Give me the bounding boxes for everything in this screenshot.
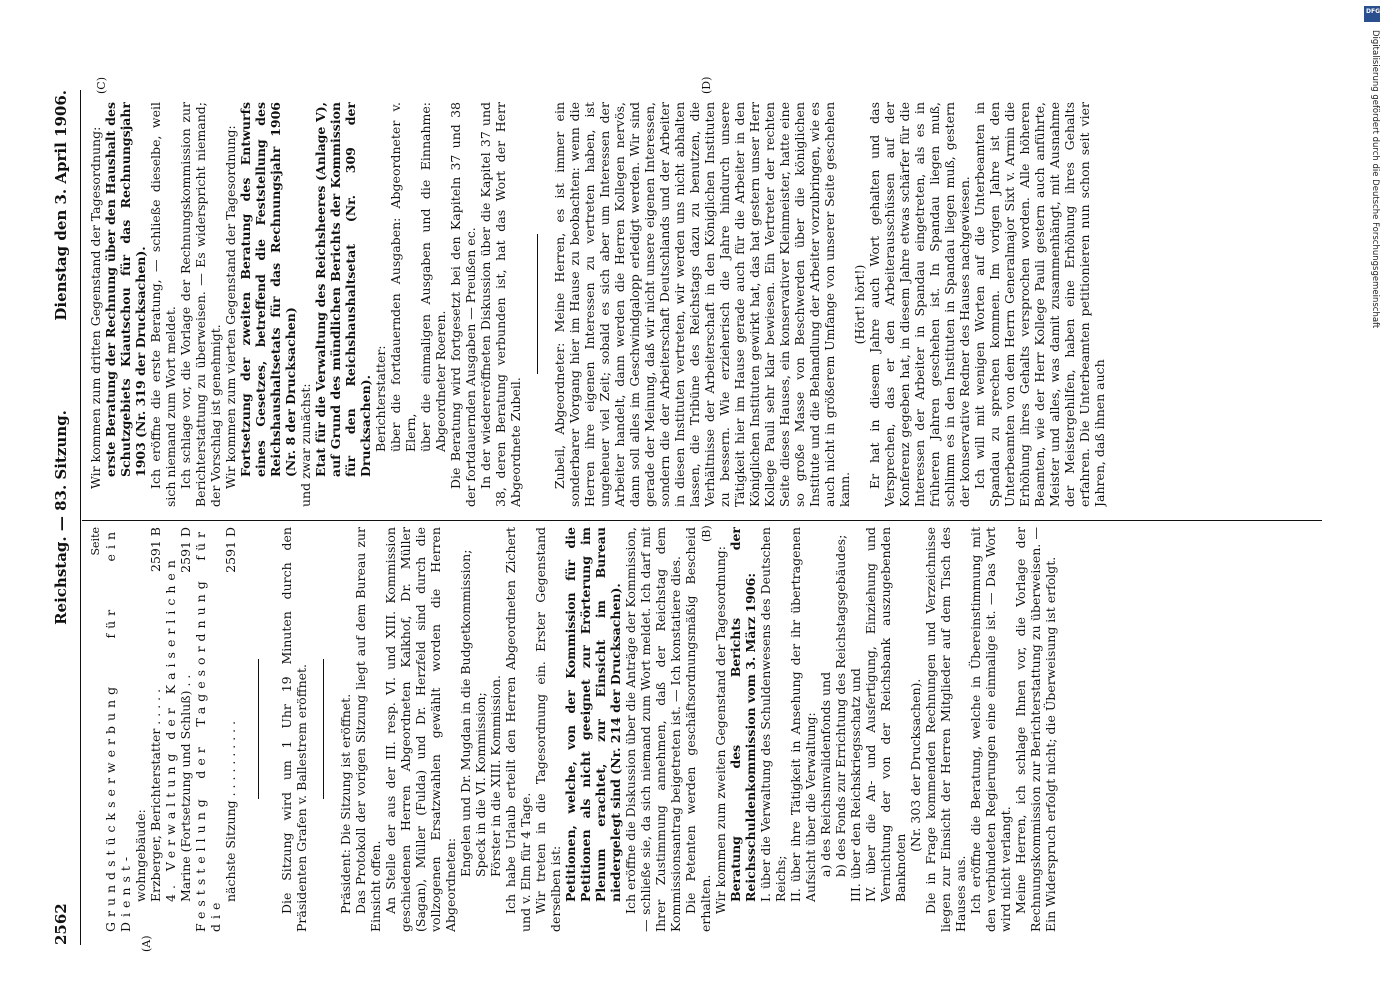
margin-label-d: (D) bbox=[700, 76, 713, 94]
paragraph: Die Petenten werden geschäftsordnungsmäßig Bescheid erhalten. bbox=[683, 527, 713, 932]
paragraph: Ich schlage vor, die Vorlage der Rechnungskommission zur Berichterstattung zu überweisen. — Es widerspricht niemand; der Vorschlag ist genehmigt. bbox=[178, 102, 223, 507]
paragraph: über die fortdauernden Ausgaben: Abgeordneter v. Elern, bbox=[388, 102, 418, 452]
page-number: 2562 bbox=[52, 903, 70, 945]
section-rule bbox=[323, 660, 324, 800]
agenda-item-title: Petitionen, welche, von der Kommission für die Petitionen als nicht geeignet zur Erörterung im Plenum erachtet, zur Einsicht im Bureau niedergelegt sind (Nr. 214 der Drucksachen). bbox=[563, 527, 623, 902]
toc-entry bbox=[178, 527, 193, 932]
paragraph: Das Protokoll der vorigen Sitzung liegt auf dem Bureau zur Einsicht offen. bbox=[353, 527, 383, 932]
paragraph: Wir treten in die Tagesordnung ein. Erster Gegenstand derselben ist: bbox=[533, 527, 563, 932]
list-item: (Nr. 303 der Drucksachen). bbox=[908, 678, 923, 852]
list-item: a) des Reichsinvalidenfonds und bbox=[818, 671, 833, 877]
speech-paragraph: Er hat in diesem Jahre auch Wort gehalten und das Versprechen, das er den Arbeiterausschüssen auf der Konferenz gegeben hat, in diesem Jahre etwas schärfer für die Interessen der Arbeiter in Spandau eingetreten, als es in früheren Jahren geschehen ist. In Spandau liegen muß, schlimm es in den Instituten in Spandau liegen muß, gestern der konservative Redner des Hauses nachgewiesen. bbox=[867, 102, 972, 507]
paragraph: Förster in die XIII. Kommission. bbox=[488, 675, 503, 877]
toc-entry-page: 2591 D bbox=[223, 527, 238, 573]
list-item: III. über den Reichskriegsschatz und bbox=[848, 668, 863, 902]
paragraph: Wir kommen zum zweiten Gegenstand der Tagesordnung: bbox=[713, 546, 728, 914]
toc-line: 4. Verwaltung der Kaiserlichen bbox=[163, 555, 178, 902]
list-item: b) des Fonds zur Errichtung des Reichstagsgebäudes; bbox=[833, 534, 848, 877]
margin-label-c: (C) bbox=[95, 77, 108, 94]
speech-paragraph: Ich will mit wenigen Worten auf die Unterbeamten in Spandau zu sprechen kommen. Im vorigen Jahre ist den Unterbeamten von dem Herrn Generalmajor Sixt v. Armin die Erhöhung ihres Gehalts versprochen worden. Alle höheren Beamten, wie der Herr Kollege Pauli gestern auch anführte, Meister und alles, was damit zusammenhängt, mit Ausnahme der Meistergehilfen, haben eine Erhöhung ihres Gehalts erfahren. Die Unterbeamten petitionieren nun schon seit vier Jahren, daß ihnen auch bbox=[972, 102, 1107, 507]
paragraph: In der wiedereröffneten Diskussion über die Kapitel 37 und 38, deren Beratung verbunden ist, hat das Wort der Herr Abgeordnete Zubeil. bbox=[478, 102, 523, 507]
paragraph: Die Beratung wird fortgesetzt bei den Kapiteln 37 und 38 der fortdauernden Ausgaben — Preußen ec. bbox=[448, 102, 478, 507]
opening-paragraph: Die Sitzung wird um 1 Uhr 19 Minuten durch den Präsidenten Grafen v. Ballestrem eröffnet. bbox=[279, 527, 309, 932]
paragraph: Ich eröffne die Beratung, welche in Übereinstimmung mit den verbündeten Regierungen eine einmalige ist. — Das Wort wird nicht verlangt. bbox=[968, 527, 1013, 932]
paragraph: Speck in die VI. Kommission; bbox=[473, 692, 488, 877]
list-item: I. über die Verwaltung des Schuldenwesens des Deutschen Reichs; bbox=[758, 527, 788, 902]
toc-entry-text: Marine (Fortsetzung und Schluß) . . bbox=[178, 674, 193, 902]
section-rule bbox=[537, 235, 538, 375]
agenda-item-title: erste Beratung der Rechnung über den Haushalt des Schutzgebiets Kiautschou für das Rechnungsjahr 1903 (Nr. 319 der Drucksachen). bbox=[103, 102, 148, 477]
paragraph: Ich eröffne die Diskussion über die Anträge der Kommission, — schließe sie, da sich niemand zum Wort meldet. Ich darf mit Ihrer Zustimmung annehmen, daß der Reichstag dem Kommissionsantrag beigetreten ist. — Ich konstatiere dies. bbox=[623, 527, 683, 932]
margin-label-b: (B) bbox=[700, 525, 713, 542]
paragraph: Ich habe Urlaub erteilt den Herren Abgeordneten Zichert und v. Elm für 4 Tage. bbox=[503, 527, 533, 932]
toc-entry-page: 2591 B bbox=[148, 527, 163, 572]
credit-text: Digitalisierung gefördert durch die Deutsche Forschungsgemeinschaft bbox=[1370, 30, 1380, 329]
digitization-credit bbox=[1371, 30, 1381, 990]
section-rule bbox=[258, 660, 259, 800]
document-page bbox=[0, 50, 1383, 1000]
paragraph: An Stelle der aus der III. resp. VI. und XIII. Kommission geschiedenen Herren Abgeordneten Kalkhof, Dr. Müller (Sagan), Müller (Fulda) und Dr. Herzfeld sind durch die vollzogenen Ersatzwahlen gewählt worden die Herren Abgeordneten: bbox=[383, 527, 458, 932]
paragraph: Ich eröffne die erste Beratung, — schließe dieselbe, weil sich niemand zum Wort meldet. bbox=[148, 102, 178, 507]
list-item: IV. über die An- und Ausfertigung, Einziehung und Vernichtung der von der Reichsbank auszugebenden Banknoten bbox=[863, 527, 908, 902]
paragraph: Meine Herren, ich schlage Ihnen vor, die Vorlage der Rechnungskommission zur Berichterstattung zu überweisen. — Ein Widerspruch erfolgt nicht; die Überweisung ist erfolgt. bbox=[1013, 527, 1058, 932]
agenda-item-title: Etat für die Verwaltung des Reichsheeres (Anlage V), auf Grund des mündlichen Berichts der Kommission für den Reichshaushaltsetat (Nr. 309 der Drucksachen). bbox=[313, 102, 373, 477]
toc-entry-text: nächste Sitzung . . . . . . . . . . bbox=[223, 720, 238, 902]
margin-label-a: (A) bbox=[140, 935, 153, 952]
agenda-item-title: Fortsetzung der zweiten Beratung des Entwurfs eines Gesetzes, betreffend die Feststellung des Reichshaushaltsetats für das Rechnungsjahr 1906 (Nr. 8 der Drucksachen) bbox=[238, 102, 298, 477]
toc-entry-text: Erzberger, Berichterstatter . . . . . bbox=[148, 688, 163, 902]
right-column bbox=[88, 102, 1318, 507]
dfg-logo-label: DFG bbox=[1366, 8, 1381, 15]
paragraph: Berichterstatter: bbox=[373, 345, 388, 452]
header-date: Dienstag den 3. April 1906. bbox=[52, 90, 70, 321]
paragraph: Die in Frage kommenden Rechnungen und Verzeichnisse liegen zur Einsicht der Herren Mitglieder auf dem Tisch des Hauses aus. bbox=[923, 527, 968, 932]
paragraph: Wir kommen zum dritten Gegenstand der Tagesordnung: bbox=[88, 126, 103, 489]
list-item: II. über ihre Tätigkeit in Ansehung der ihr übertragenen Aufsicht über die Verwaltung: bbox=[788, 527, 818, 902]
toc-line: Feststellung der Tagesordnung für die bbox=[193, 527, 223, 932]
toc-entry bbox=[148, 527, 163, 932]
left-column bbox=[88, 527, 1318, 932]
seite-label: Seite bbox=[89, 527, 102, 556]
toc-entry bbox=[223, 527, 238, 932]
toc-line: wohngebäude: bbox=[133, 809, 148, 902]
paragraph: über die einmaligen Ausgaben und die Einnahme: Abgeordneter Roeren. bbox=[418, 102, 448, 452]
paragraph: Wir kommen zum vierten Gegenstand der Tagesordnung: bbox=[223, 125, 238, 489]
header-center: Reichstag. — 83. Sitzung. bbox=[52, 410, 70, 625]
header-rule bbox=[80, 90, 81, 945]
toc-line: Grundstückserwerbung für ein Dienst- bbox=[103, 527, 133, 932]
interjection: (Hört! hört!) bbox=[852, 264, 867, 345]
speech-paragraph: Zubeil, Abgeordneter: Meine Herren, es ist immer ein sonderbarer Vorgang hier im Hause zu beobachten: wenn die Herren ihre eigenen Interessen zu vertreten haben, ist ungeheuer viel Zeit; sobald es sich aber um Interessen der Arbeiter handelt, dann werden die Herren Kollegen nervös, dann soll alles im Geschwindgalopp erledigt werden. Wir sind gerade der Meinung, daß wir nicht unsere eigenen Interessen, sondern die der Arbeiterschaft Deutschlands und der Arbeiter in diesen Instituten vertreten, wir werden uns nicht abhalten lassen, die Tribüne des Reichstags dazu zu benutzen, die Verhältnisse der Arbeiterschaft in den Königlichen Instituten zu bessern. Wie erzieherisch die Jahre hindurch unsere Tätigkeit hier im Hause gerade auch für die Arbeiter in den Königlichen Instituten gewirkt hat, das hat gestern unser Herr Kollege Pauli sehr klar bewiesen. Ein Vertreter der rechten Seite dieses Hauses, ein konservativer Kleinmeister, hatte eine so große Masse von Beschwerden über die königlichen Institute und die Behandlung der Arbeiter vorzubringen, wie es auch nicht in größerem Umfange von unserer Seite geschehen kann. bbox=[552, 102, 852, 507]
page-header bbox=[52, 90, 76, 945]
toc-entry-page: 2591 D bbox=[178, 527, 193, 573]
column-divider bbox=[82, 520, 1322, 521]
paragraph: Engelen und Dr. Mugdan in die Budgetkommission; bbox=[458, 549, 473, 877]
paragraph: und zwar zunächst: bbox=[298, 383, 313, 507]
agenda-item-title: Beratung des Berichts der Reichsschuldenkommission vom 3. März 1906: bbox=[728, 527, 758, 902]
paragraph: Präsident: Die Sitzung ist eröffnet. bbox=[338, 693, 353, 914]
